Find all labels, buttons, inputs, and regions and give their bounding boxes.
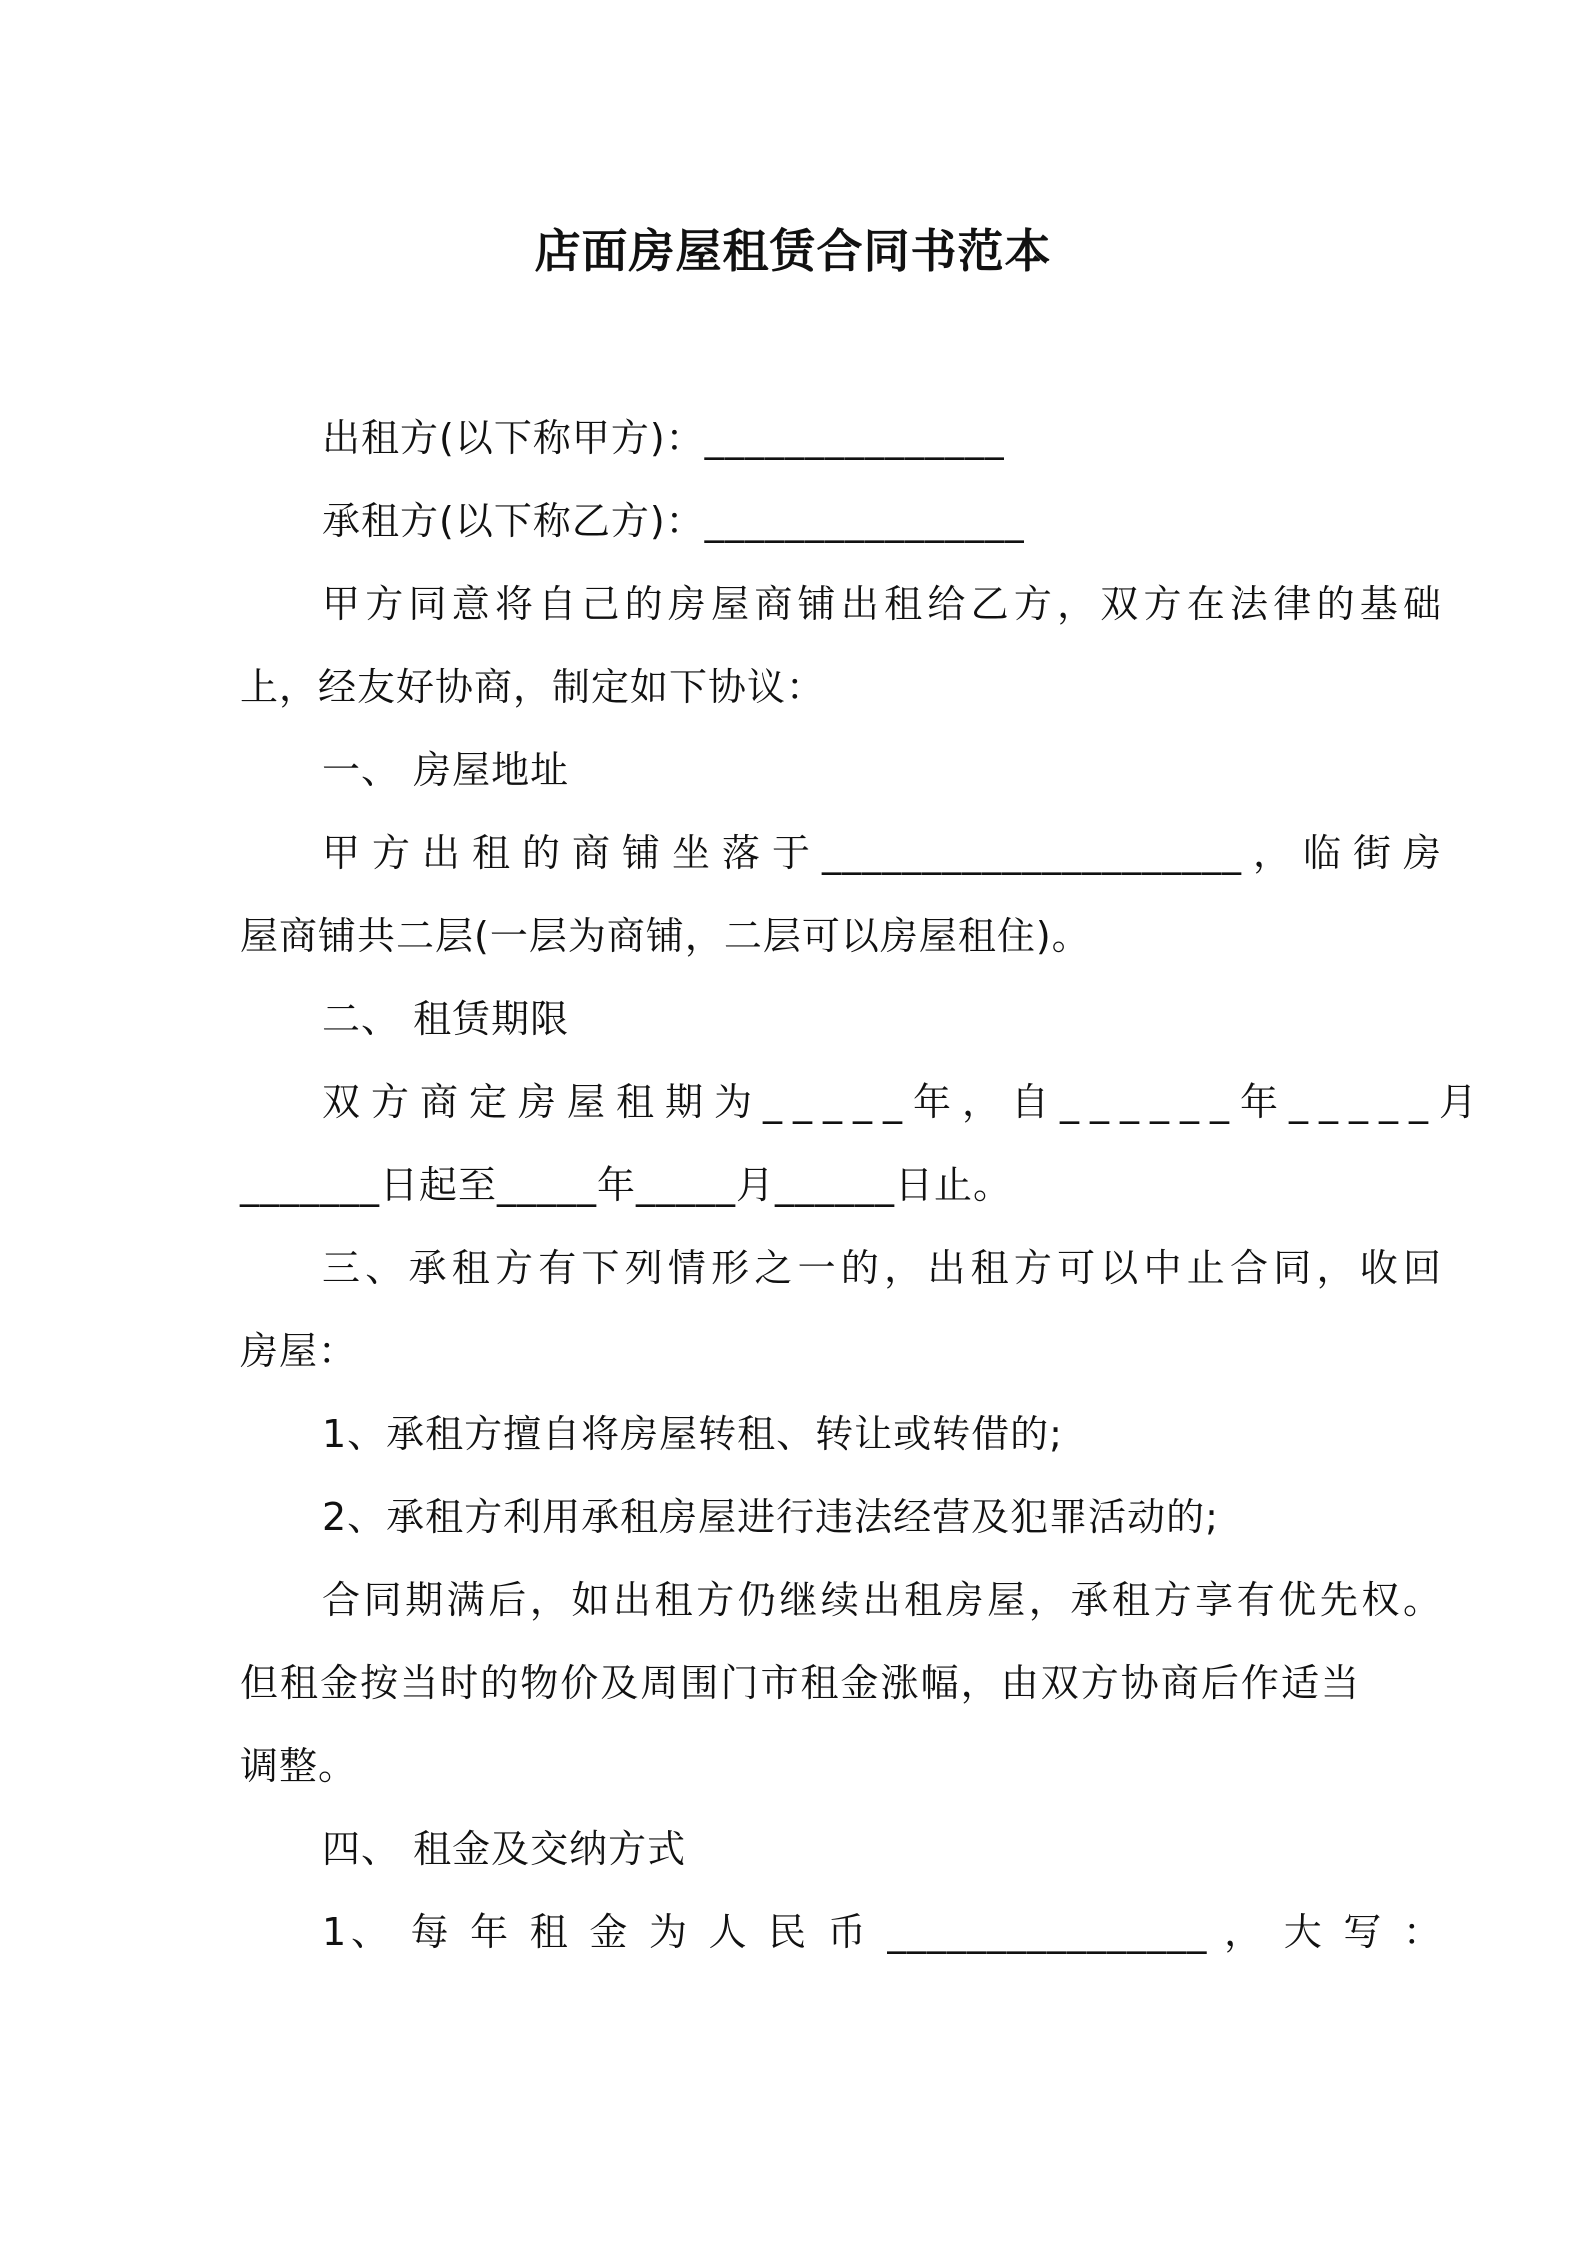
section-heading-rent: 四、 租金及交纳方式: [322, 1827, 687, 1871]
lessor-line: 出租方(以下称甲方)：_______________: [322, 416, 1005, 460]
renewal-line-2: 但租金按当时的物价及周围门市租金涨幅，由双方协商后作适当: [240, 1661, 1360, 1705]
termination-line-2: 房屋：: [240, 1329, 358, 1373]
lessee-line: 承租方(以下称乙方)：________________: [322, 499, 1025, 543]
section-heading-address: 一、 房屋地址: [322, 748, 570, 792]
termination-line-1: 三、承租方有下列情形之一的，出租方可以中止合同，收回: [322, 1246, 1442, 1290]
clause-item-2: 2、承租方利用承租房屋进行违法经营及犯罪活动的;: [322, 1495, 1219, 1539]
preamble-line-2: 上，经友好协商，制定如下协议：: [240, 665, 826, 709]
preamble-line-1: 甲方同意将自己的房屋商铺出租给乙方，双方在法律的基础: [322, 582, 1442, 626]
renewal-line-3: 调整。: [240, 1744, 358, 1788]
term-line-1: 双方商定房屋租期为_____年，自______年_____月: [322, 1080, 1489, 1124]
renewal-line-1: 合同期满后，如出租方仍继续出租房屋，承租方享有优先权。: [322, 1578, 1442, 1622]
term-line-2: _______日起至_____年_____月______日止。: [240, 1163, 1013, 1207]
document-title: 店面房屋租赁合同书范本: [534, 224, 1052, 278]
rent-line-1: 1、 每 年 租 金 为 人 民 币 ________________ ， 大 写 ：: [322, 1910, 1442, 1954]
address-line-1: 甲方出租的商铺坐落于_____________________，临街房: [322, 831, 1442, 875]
section-heading-term: 二、 租赁期限: [322, 997, 570, 1041]
clause-item-1: 1、承租方擅自将房屋转租、转让或转借的;: [322, 1412, 1063, 1456]
address-line-2: 屋商铺共二层(一层为商铺，二层可以房屋租住)。: [240, 914, 1091, 958]
